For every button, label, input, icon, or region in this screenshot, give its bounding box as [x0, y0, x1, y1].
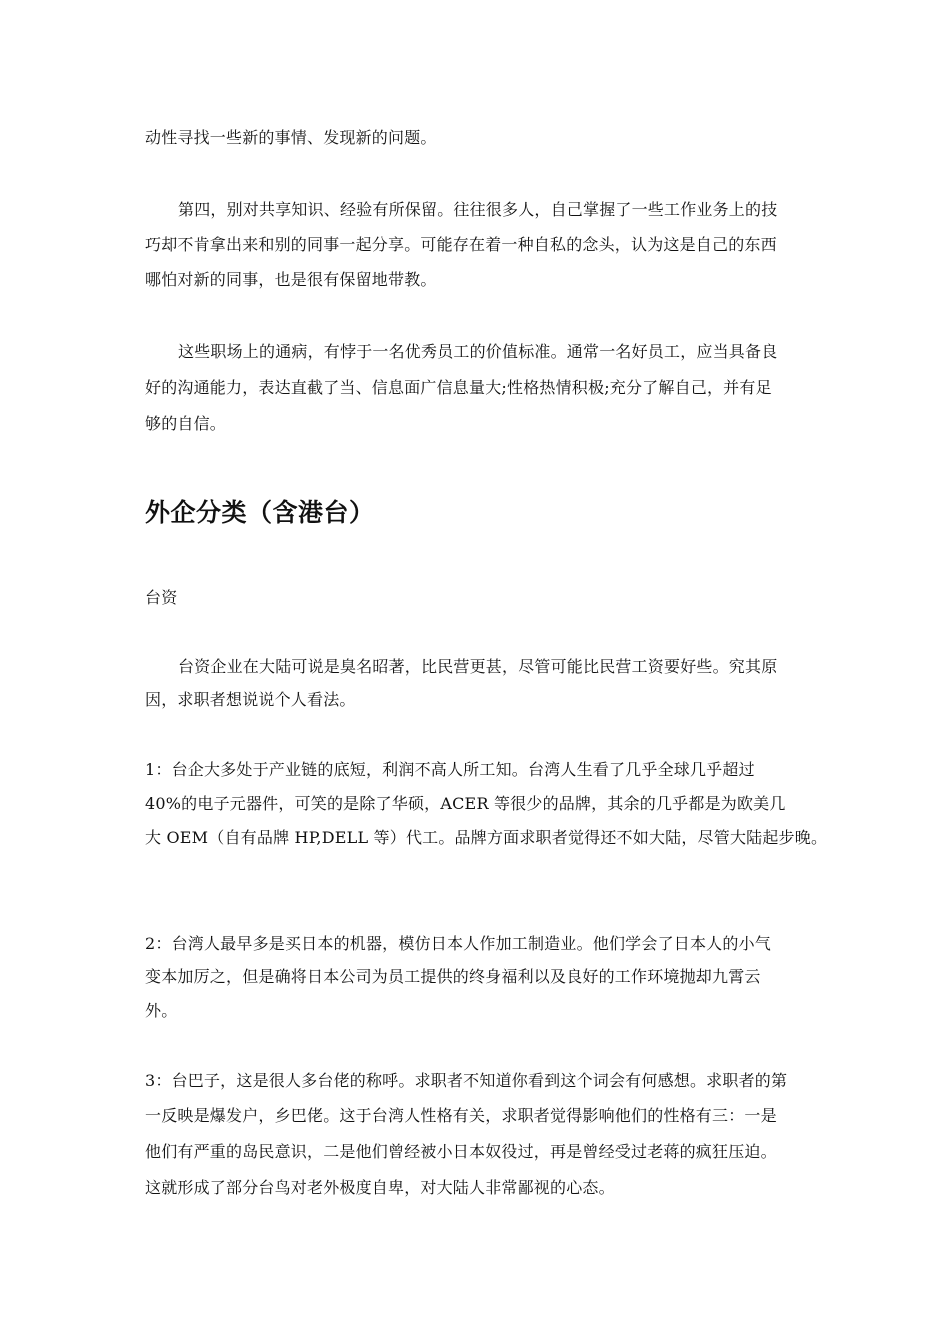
- text-line: 动性寻找一些新的事情、发现新的问题。: [145, 128, 437, 147]
- text-line: 第四，别对共享知识、经验有所保留。往往很多人，自己掌握了一些工作业务上的技: [178, 200, 778, 219]
- text-line: 哪怕对新的同事，也是很有保留地带教。: [145, 270, 437, 289]
- subheading: 台资: [145, 588, 178, 607]
- text-line: 因，求职者想说说个人看法。: [145, 690, 356, 709]
- text-line: 变本加厉之，但是确将日本公司为员工提供的终身福利以及良好的工作环境抛却九霄云: [145, 967, 761, 986]
- text-line: 一反映是爆发户，乡巴佬。这于台湾人性格有关，求职者觉得影响他们的性格有三：一是: [145, 1106, 777, 1125]
- text-line: 大 OEM（自有品牌 HP,DELL 等）代工。品牌方面求职者觉得还不如大陆，尽管大陆起步晚。: [145, 828, 828, 847]
- text-line: 3：台巴子，这是很人多台佬的称呼。求职者不知道你看到这个词会有何感想。求职者的第: [145, 1071, 788, 1090]
- text-line: 好的沟通能力，表达直截了当、信息面广信息量大;性格热情积极;充分了解自己，并有足: [145, 378, 772, 397]
- text-line: 够的自信。: [145, 414, 227, 433]
- text-line: 这些职场上的通病，有悖于一名优秀员工的价值标准。通常一名好员工，应当具备良: [178, 342, 778, 361]
- text-line: 巧却不肯拿出来和别的同事一起分享。可能存在着一种自私的念头，认为这是自己的东西: [145, 235, 777, 254]
- text-line: 40%的电子元器件，可笑的是除了华硕，ACER 等很少的品牌，其余的几乎都是为欧美几: [145, 794, 786, 813]
- section-heading: 外企分类（含港台）: [145, 498, 375, 527]
- text-line: 他们有严重的岛民意识，二是他们曾经被小日本奴役过，再是曾经受过老蒋的疯狂压迫。: [145, 1142, 777, 1161]
- text-line: 1：台企大多处于产业链的底短，利润不高人所工知。台湾人生看了几乎全球几乎超过: [145, 760, 755, 779]
- text-line: 2：台湾人最早多是买日本的机器，模仿日本人作加工制造业。他们学会了日本人的小气: [145, 934, 771, 953]
- text-line: 这就形成了部分台鸟对老外极度自卑，对大陆人非常鄙视的心态。: [145, 1178, 615, 1197]
- text-line: 台资企业在大陆可说是臭名昭著，比民营更甚，尽管可能比民营工资要好些。究其原: [178, 657, 778, 676]
- text-line: 外。: [145, 1001, 178, 1020]
